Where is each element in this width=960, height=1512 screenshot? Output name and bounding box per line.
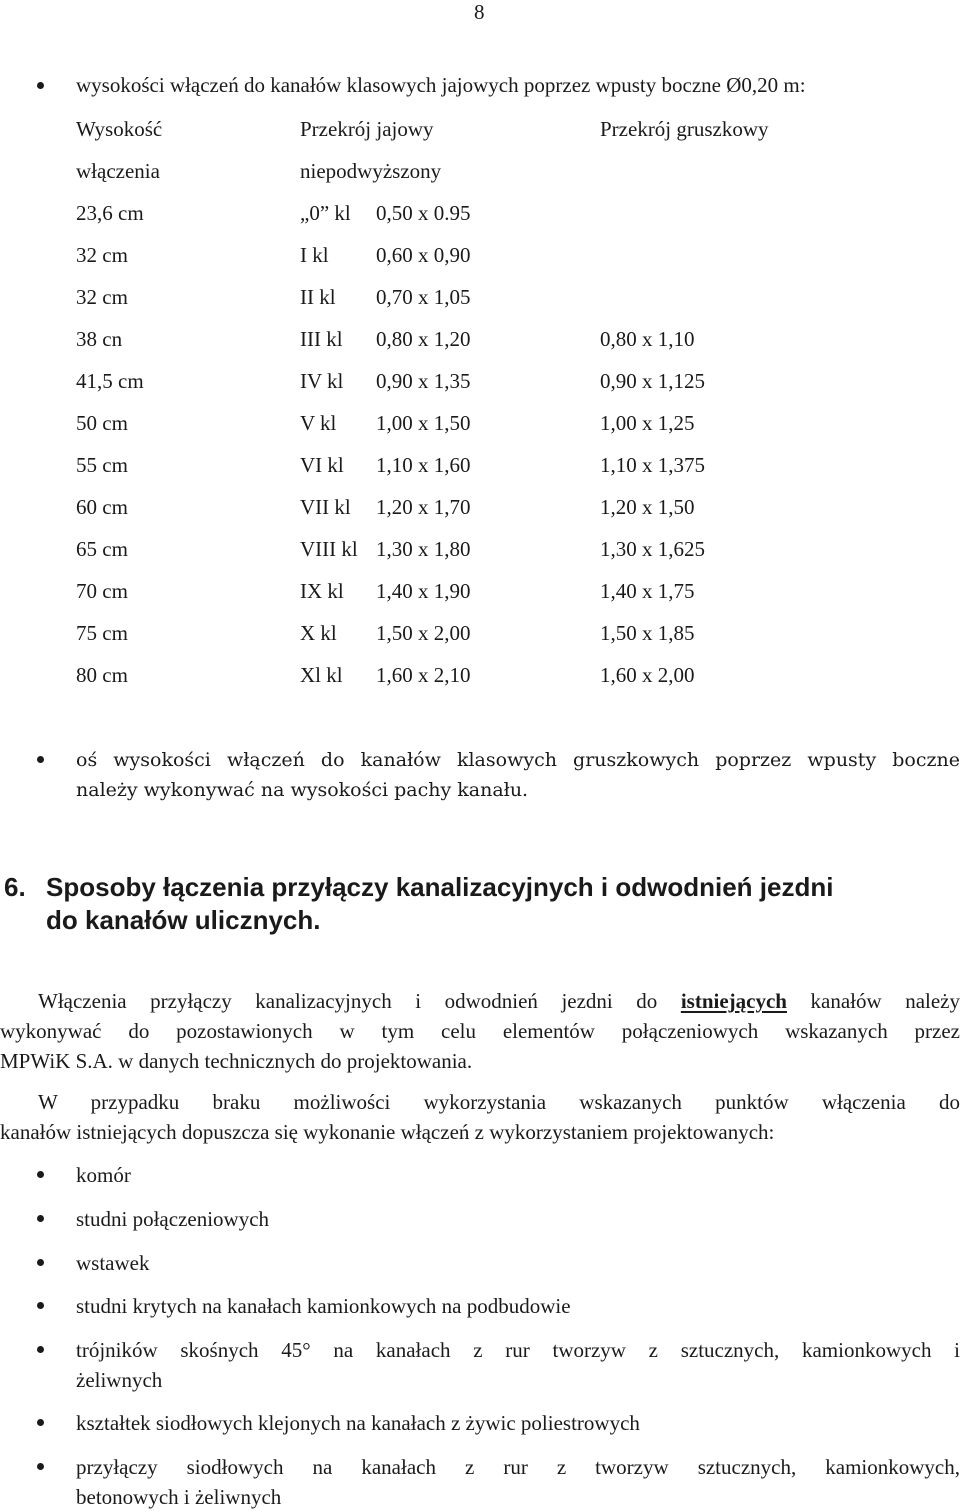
list-item-line2: betonowych i żeliwnych [76,1485,282,1509]
bullet2-line1: oś wysokości włączeń do kanałów klasowych gruszkowych poprzez wpusty boczne [76,749,960,771]
header-pear: Przekrój gruszkowy [600,117,769,141]
cell-class: I kl [300,243,329,267]
table-row [0,327,960,357]
cell-pear: 1,00 x 1,25 [600,411,695,435]
bullet-marker [37,1171,44,1178]
table-row [0,495,960,525]
cell-egg: 1,00 x 1,50 [376,411,471,435]
cell-egg: 0,60 x 0,90 [376,243,471,267]
cell-pear: 1,50 x 1,85 [600,621,695,645]
cell-height: 50 cm [76,411,128,435]
table-row [0,621,960,651]
cell-class: II kl [300,285,336,309]
paragraph-1-line2: wykonywać do pozostawionych w tym celu elementów połączeniowych wskazanych przez [0,1019,960,1043]
bullet-marker [37,1346,44,1353]
list-item-line1: wstawek [76,1251,150,1275]
page-number: 8 [474,0,485,24]
list-item [76,1204,960,1234]
cell-egg: 1,10 x 1,60 [376,453,471,477]
cell-class: VIII kl [300,537,358,561]
para1-before: Włączenia przyłączy kanalizacyjnych i odwodnień jezdni do [38,989,658,1013]
cell-egg: 1,60 x 2,10 [376,663,471,687]
list-item [76,1408,960,1438]
cell-class: X kl [300,621,337,645]
table-row [0,453,960,483]
table-header-row-2 [0,159,960,189]
cell-egg: 0,50 x 0.95 [376,201,471,225]
cell-height: 80 cm [76,663,128,687]
cell-pear: 1,10 x 1,375 [600,453,705,477]
paragraph-1 [0,986,960,1076]
list-item-line1: komór [76,1163,131,1187]
table-row [0,411,960,441]
cell-class: „0” kl [300,201,351,225]
table-row [0,369,960,399]
list-item [76,1248,960,1278]
dimension-table [0,0,960,700]
cell-class: V kl [300,411,337,435]
cell-class: III kl [300,327,343,351]
list-item-line1: studni połączeniowych [76,1207,270,1231]
paragraph-2-line1: W przypadku braku możliwości wykorzystania wskazanych punktów włączenia do [38,1090,960,1114]
table-row [0,663,960,693]
cell-class: IV kl [300,369,344,393]
cell-class: VI kl [300,453,344,477]
cell-height: 60 cm [76,495,128,519]
paragraph-1-line1 [0,986,960,1016]
cell-pear: 1,30 x 1,625 [600,537,705,561]
para1-after: kanałów należy [810,989,960,1013]
header-height-2: włączenia [76,159,160,183]
list-item-line1: studni krytych na kanałach kamionkowych na podbudowie [76,1294,571,1318]
paragraph-2 [0,1087,960,1147]
section-title-line1: Sposoby łączenia przyłączy kanalizacyjnych i odwodnień jezdni [46,872,834,902]
bullet2-line2: należy wykonywać na wysokości pachy kanału. [76,779,529,801]
list-item-line1: trójników skośnych 45° na kanałach z rur tworzyw z sztucznych, kamionkowych i [76,1338,960,1362]
cell-class: VII kl [300,495,351,519]
bullet-marker [37,1215,44,1222]
cell-pear: 1,20 x 1,50 [600,495,695,519]
table-row [0,579,960,609]
paragraph-1-line3: MPWiK S.A. w danych technicznych do projektowania. [0,1049,473,1073]
list-item [76,1335,960,1395]
cell-egg: 1,40 x 1,90 [376,579,471,603]
cell-egg: 0,90 x 1,35 [376,369,471,393]
list-item-line2: żeliwnych [76,1368,163,1392]
cell-egg: 1,50 x 2,00 [376,621,471,645]
bullet-marker [37,756,44,763]
bullet-marker [37,1463,44,1470]
bullet2-text [76,745,960,805]
bullet-marker [37,1259,44,1266]
table-row [0,537,960,567]
paragraph-2-line2: kanałów istniejących dopuszcza się wykonanie włączeń z wykorzystaniem projektowanych: [0,1120,775,1144]
cell-height: 55 cm [76,453,128,477]
cell-height: 65 cm [76,537,128,561]
cell-height: 23,6 cm [76,201,144,225]
table-row [0,201,960,231]
cell-egg: 0,80 x 1,20 [376,327,471,351]
cell-pear: 0,90 x 1,125 [600,369,705,393]
cell-height: 38 cn [76,327,123,351]
cell-egg: 1,30 x 1,80 [376,537,471,561]
header-height: Wysokość [76,117,163,141]
cell-height: 75 cm [76,621,128,645]
list-item-line1: przyłączy siodłowych na kanałach z rur z tworzyw sztucznych, kamionkowych, [76,1455,960,1479]
list-item [76,1160,960,1190]
cell-height: 32 cm [76,285,128,309]
cell-height: 70 cm [76,579,128,603]
table-header-row [0,117,960,147]
cell-height: 41,5 cm [76,369,144,393]
bullet-marker [37,1302,44,1309]
cell-pear: 0,80 x 1,10 [600,327,695,351]
cell-egg: 0,70 x 1,05 [376,285,471,309]
section-title-line2: do kanałów ulicznych. [46,905,321,935]
table-row [0,285,960,315]
cell-height: 32 cm [76,243,128,267]
bullet-marker [37,1419,44,1426]
cell-pear: 1,60 x 2,00 [600,663,695,687]
cell-pear: 1,40 x 1,75 [600,579,695,603]
bullet1-text: wysokości włączeń do kanałów klasowych jajowych poprzez wpusty boczne Ø0,20 m: [76,73,806,97]
section-number: 6. [4,872,26,902]
cell-class: Xl kl [300,663,343,687]
header-egg: Przekrój jajowy [300,117,434,141]
list-item-line1: kształtek siodłowych klejonych na kanałach z żywic poliestrowych [76,1411,640,1435]
list-item [76,1291,960,1321]
table-row [0,243,960,273]
cell-class: IX kl [300,579,344,603]
header-egg-2: niepodwyższony [300,159,442,183]
para1-underlined: istniejących [680,989,787,1013]
cell-egg: 1,20 x 1,70 [376,495,471,519]
list-item [76,1452,960,1512]
